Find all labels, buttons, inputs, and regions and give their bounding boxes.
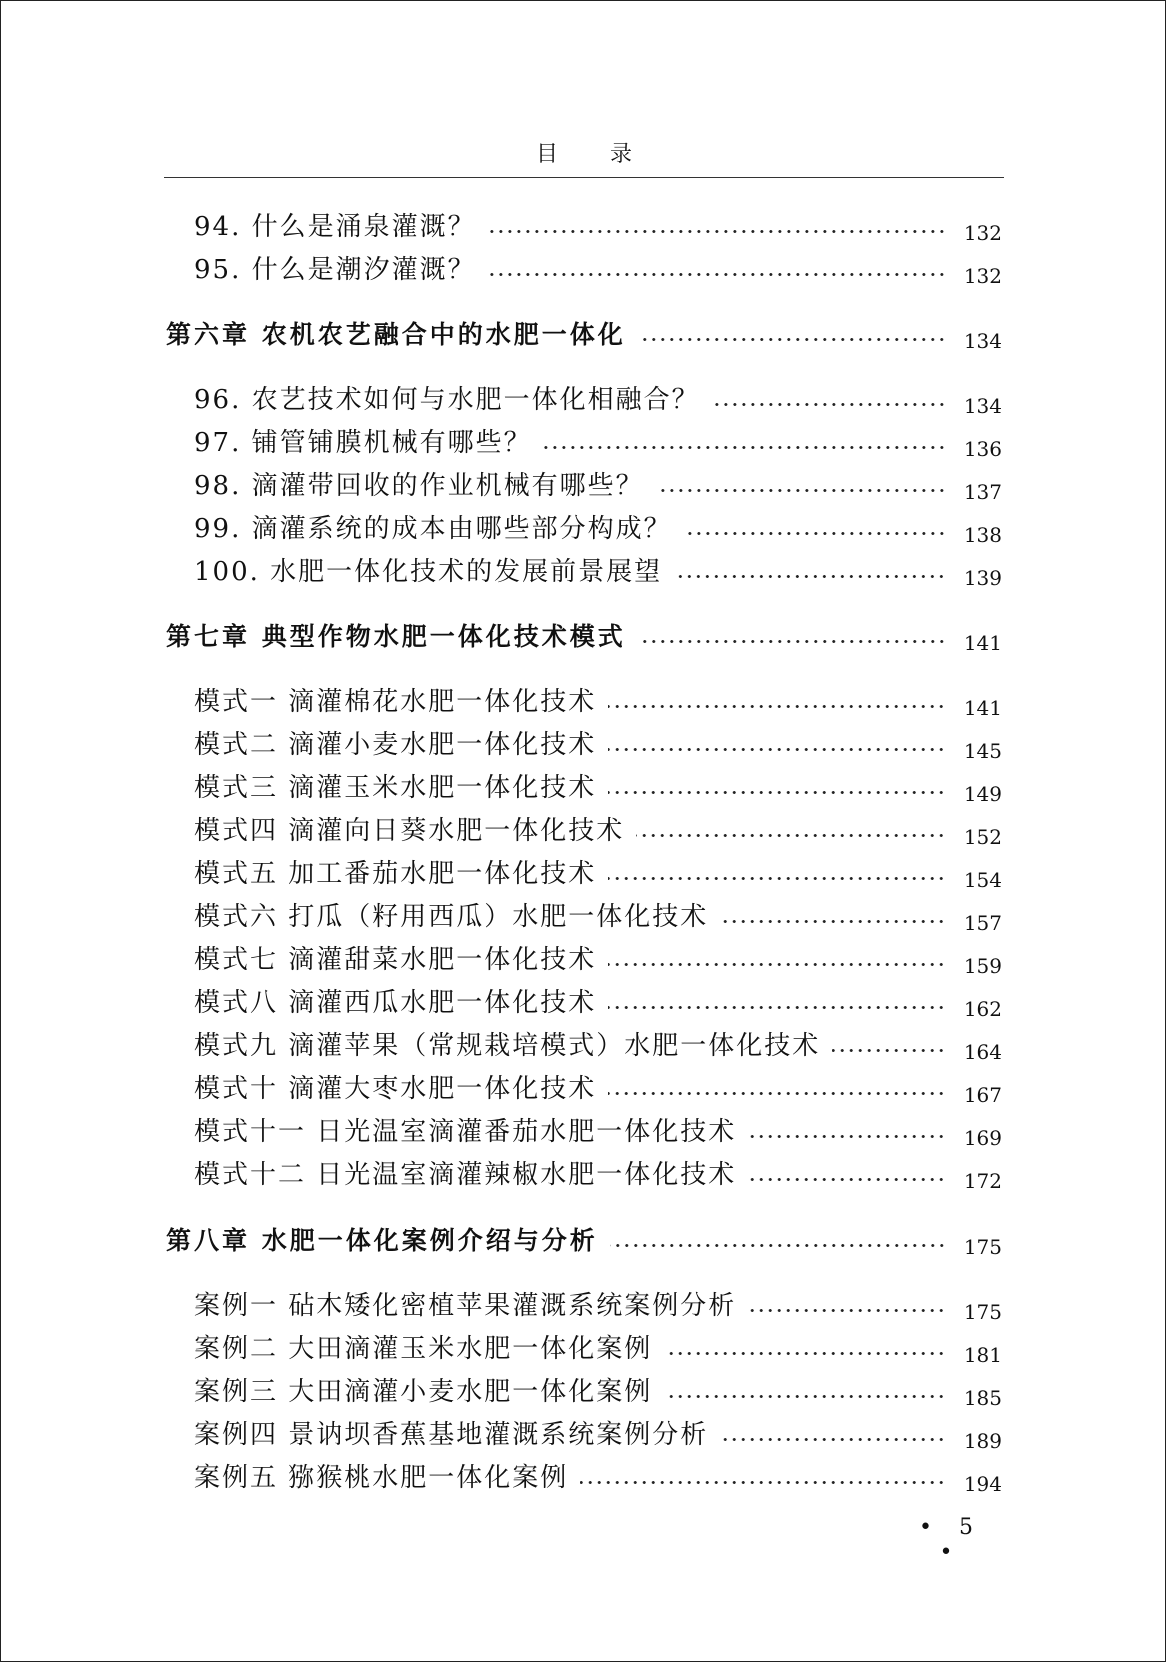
toc-entry-mode-10[interactable]: [194, 1071, 1002, 1107]
toc-entry-label: 96. 农艺技术如何与水肥一体化相融合？: [194, 385, 700, 415]
toc-entry-case-4[interactable]: [194, 1417, 1002, 1453]
toc-entry-page: 175: [963, 1300, 1002, 1324]
dot-leader: [608, 1088, 946, 1098]
toc-entry-page: 136: [963, 437, 1002, 461]
dot-leader: [674, 571, 946, 581]
toc-entry-label: 模式五 加工番茄水肥一体化技术: [194, 859, 597, 889]
toc-entry-label: 模式七 滴灌甜菜水肥一体化技术: [194, 945, 597, 975]
dot-leader: [748, 1131, 946, 1141]
dot-leader: [610, 1240, 946, 1250]
toc-entry-page: 185: [963, 1386, 1002, 1410]
toc-entry-page: 164: [963, 1040, 1002, 1064]
toc-entry-page: 167: [963, 1083, 1002, 1107]
toc-entry-100[interactable]: [194, 554, 1002, 590]
toc-entry-page: 175: [963, 1235, 1002, 1259]
toc-entry-99[interactable]: [194, 511, 1002, 547]
page-number-footer: • 5 •: [919, 1515, 983, 1565]
toc-entry-page: 134: [963, 329, 1002, 353]
toc-entry-label: 95. 什么是潮汐灌溉？: [194, 255, 476, 285]
toc-entry-mode-1[interactable]: [194, 684, 1002, 720]
toc-entry-page: 189: [963, 1429, 1002, 1453]
toc-entry-label: 模式四 滴灌向日葵水肥一体化技术: [194, 816, 625, 846]
toc-entry-page: 134: [963, 394, 1002, 418]
dot-leader: [488, 226, 946, 236]
toc-entry-case-3[interactable]: [194, 1374, 1002, 1410]
toc-entry-94[interactable]: [194, 209, 1002, 245]
toc-entry-case-1[interactable]: [194, 1288, 1002, 1324]
dot-leader: [608, 787, 946, 797]
toc-entry-label: 模式六 打瓜（籽用西瓜）水肥一体化技术: [194, 902, 709, 932]
dot-leader: [608, 959, 946, 969]
dot-leader: [712, 399, 946, 409]
toc-entry-page: 154: [963, 868, 1002, 892]
toc-entry-label: 98. 滴灌带回收的作业机械有哪些？: [194, 471, 644, 501]
toc-entry-page: 132: [963, 221, 1002, 245]
toc-entry-mode-9[interactable]: [194, 1028, 1002, 1064]
toc-entry-label: 模式九 滴灌苹果（常规栽培模式）水肥一体化技术: [194, 1031, 821, 1061]
toc-entry-page: 181: [963, 1343, 1002, 1367]
toc-entry-label: 100. 水肥一体化技术的发展前景展望: [194, 557, 663, 587]
dot-leader: [608, 1002, 946, 1012]
toc-chapter-label: 第六章 农机农艺融合中的水肥一体化: [166, 320, 626, 349]
toc-entry-label: 模式一 滴灌棉花水肥一体化技术: [194, 687, 597, 717]
toc-entry-page: 138: [963, 523, 1002, 547]
dot-leader: [684, 528, 946, 538]
dot-leader: [748, 1174, 946, 1184]
toc-entry-label: 模式十二 日光温室滴灌辣椒水肥一体化技术: [194, 1160, 737, 1190]
toc-entry-mode-8[interactable]: [194, 985, 1002, 1021]
dot-leader: [720, 916, 946, 926]
toc-entry-page: 149: [963, 782, 1002, 806]
toc-entry-label: 模式十一 日光温室滴灌番茄水肥一体化技术: [194, 1117, 737, 1147]
dot-leader: [748, 1305, 946, 1315]
toc-entry-page: 162: [963, 997, 1002, 1021]
toc-entry-label: 模式八 滴灌西瓜水肥一体化技术: [194, 988, 597, 1018]
toc-entry-page: 159: [963, 954, 1002, 978]
toc-entry-label: 案例三 大田滴灌小麦水肥一体化案例: [194, 1377, 653, 1407]
dot-leader: [608, 873, 946, 883]
toc-entry-97[interactable]: [194, 425, 1002, 461]
toc-entry-label: 97. 铺管铺膜机械有哪些？: [194, 428, 532, 458]
toc-entry-mode-12[interactable]: [194, 1157, 1002, 1193]
toc-chapter-8[interactable]: [166, 1223, 1002, 1259]
toc-entry-mode-5[interactable]: [194, 856, 1002, 892]
toc-chapter-label: 第七章 典型作物水肥一体化技术模式: [166, 622, 626, 651]
toc-entry-label: 模式十 滴灌大枣水肥一体化技术: [194, 1074, 597, 1104]
header-title-right: 录: [610, 142, 633, 167]
dot-leader: [636, 830, 946, 840]
toc-chapter-label: 第八章 水肥一体化案例介绍与分析: [166, 1226, 598, 1255]
toc-entry-mode-4[interactable]: [194, 813, 1002, 849]
toc-entry-page: 141: [963, 631, 1002, 655]
toc-entry-96[interactable]: [194, 382, 1002, 418]
dot-leader: [580, 1477, 946, 1487]
toc-entry-page: 137: [963, 480, 1002, 504]
toc-entry-98[interactable]: [194, 468, 1002, 504]
dot-leader: [608, 744, 946, 754]
dot-leader: [720, 1434, 946, 1444]
toc-entry-label: 案例一 砧木矮化密植苹果灌溉系统案例分析: [194, 1291, 737, 1321]
toc-entry-page: 172: [963, 1169, 1002, 1193]
toc-entry-95[interactable]: [194, 252, 1002, 288]
dot-leader: [488, 269, 946, 279]
dot-leader: [638, 636, 946, 646]
toc-entry-page: 152: [963, 825, 1002, 849]
toc-entry-page: 132: [963, 264, 1002, 288]
toc-entry-label: 模式三 滴灌玉米水肥一体化技术: [194, 773, 597, 803]
toc-entry-page: 169: [963, 1126, 1002, 1150]
dot-leader: [638, 334, 946, 344]
toc-entry-page: 145: [963, 739, 1002, 763]
toc-entry-page: 194: [963, 1472, 1002, 1496]
toc-entry-label: 案例四 景讷坝香蕉基地灌溉系统案例分析: [194, 1420, 709, 1450]
toc-entry-case-5[interactable]: [194, 1460, 1002, 1496]
dot-leader: [664, 1391, 946, 1401]
dot-leader: [664, 1348, 946, 1358]
toc-chapter-6[interactable]: [166, 317, 1002, 353]
toc-entry-mode-7[interactable]: [194, 942, 1002, 978]
dot-leader: [608, 701, 946, 711]
toc-entry-page: 141: [963, 696, 1002, 720]
toc-entry-label: 99. 滴灌系统的成本由哪些部分构成？: [194, 514, 672, 544]
page-header-title: [1, 137, 1166, 168]
toc-entry-mode-3[interactable]: [194, 770, 1002, 806]
toc-entry-label: 94. 什么是涌泉灌溉？: [194, 212, 476, 242]
toc-entry-label: 模式二 滴灌小麦水肥一体化技术: [194, 730, 597, 760]
dot-leader: [832, 1045, 946, 1055]
toc-entry-page: 139: [963, 566, 1002, 590]
header-title-left: 目: [535, 142, 558, 167]
toc-entry-mode-2[interactable]: [194, 727, 1002, 763]
toc-entry-page: 157: [963, 911, 1002, 935]
toc-entry-mode-6[interactable]: [194, 899, 1002, 935]
dot-leader: [656, 485, 946, 495]
toc-entry-label: 案例二 大田滴灌玉米水肥一体化案例: [194, 1334, 653, 1364]
toc-chapter-7[interactable]: [166, 619, 1002, 655]
dot-leader: [544, 442, 946, 452]
toc-entry-case-2[interactable]: [194, 1331, 1002, 1367]
toc-entry-label: 案例五 猕猴桃水肥一体化案例: [194, 1463, 569, 1493]
toc-entry-mode-11[interactable]: [194, 1114, 1002, 1150]
header-rule: [164, 177, 1004, 178]
